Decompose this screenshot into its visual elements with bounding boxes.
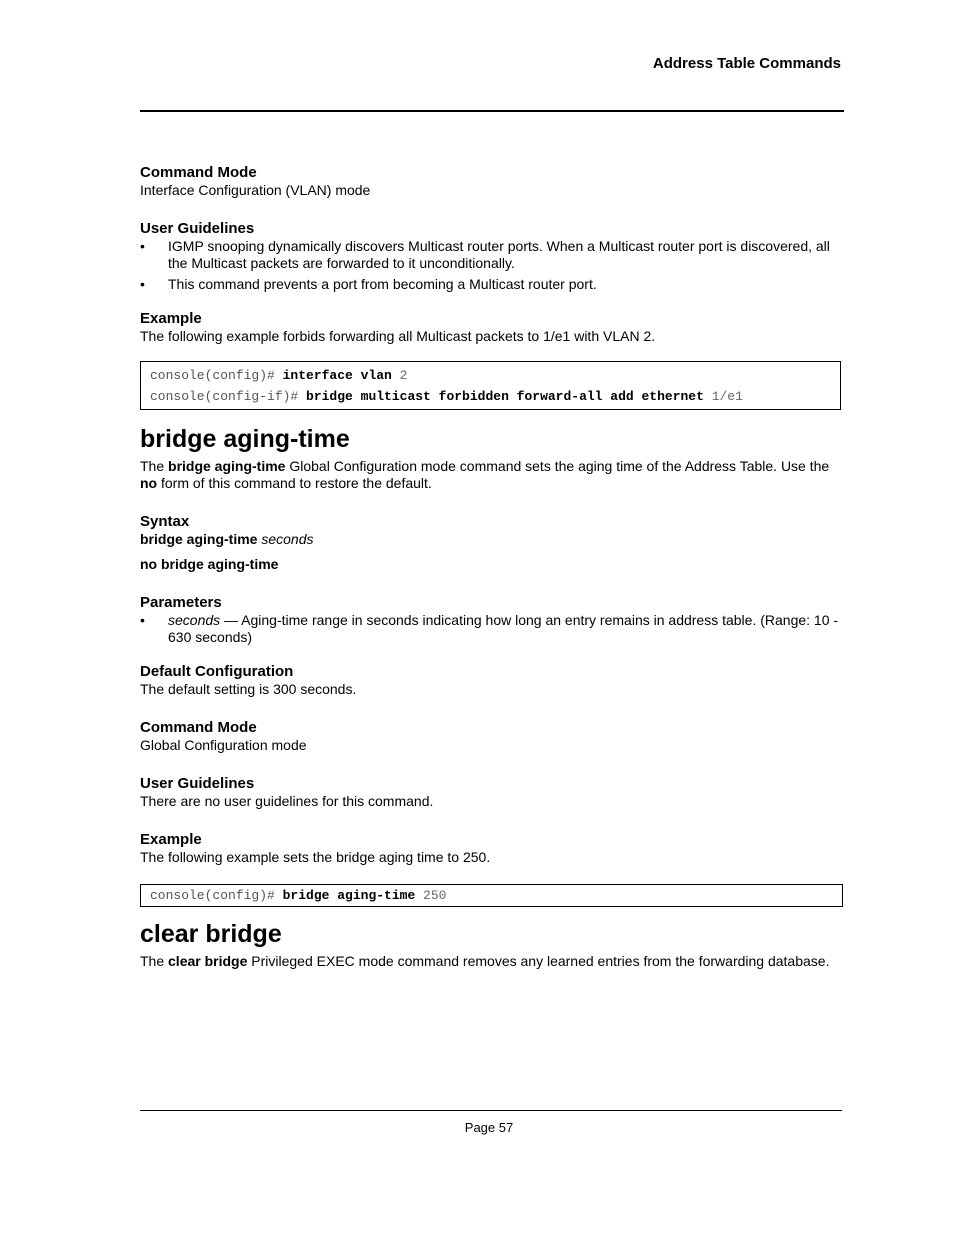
page-number-text: Page 57 bbox=[464, 1120, 514, 1135]
syntax-line bbox=[140, 556, 844, 573]
bullet-icon: • bbox=[140, 612, 145, 628]
footer-divider bbox=[140, 1110, 842, 1111]
example-heading: Example bbox=[140, 310, 202, 327]
code-argument: 1/e1 bbox=[703, 389, 743, 404]
example-block bbox=[140, 830, 844, 907]
bullet-icon: • bbox=[140, 238, 145, 254]
default-config-text: The default setting is 300 seconds. bbox=[140, 681, 357, 697]
code-command: interface vlan bbox=[282, 368, 392, 383]
code-box bbox=[140, 361, 841, 410]
example-text: The following example forbids forwarding all Multicast packets to 1/e1 with VLAN 2. bbox=[140, 328, 656, 344]
intro-keyword: no bbox=[140, 475, 158, 491]
syntax-argument: seconds bbox=[261, 531, 314, 547]
intro-text: Privileged EXEC mode command removes any learned entries from the forwarding database. bbox=[247, 953, 830, 969]
section-title: clear bridge bbox=[140, 920, 282, 948]
user-guidelines-block bbox=[140, 774, 844, 810]
user-guidelines-block bbox=[140, 219, 844, 293]
intro-text: The bbox=[140, 953, 169, 969]
code-line bbox=[150, 386, 831, 407]
list-item bbox=[140, 612, 844, 646]
default-config-heading: Default Configuration bbox=[140, 663, 294, 680]
code-prompt: console(config-if)# bbox=[150, 389, 307, 404]
command-mode-heading: Command Mode bbox=[140, 719, 257, 736]
header-divider bbox=[140, 110, 844, 112]
default-config-block bbox=[140, 662, 844, 698]
intro-command: bridge aging-time bbox=[168, 458, 286, 474]
parameter-description: — Aging-time range in seconds indicating how long an entry remains in address table. (Range: 10 - 630 seconds) bbox=[168, 612, 839, 645]
code-line bbox=[150, 885, 833, 906]
intro-command: clear bridge bbox=[168, 953, 248, 969]
section-intro bbox=[140, 458, 844, 492]
example-block bbox=[140, 309, 844, 410]
user-guidelines-text: There are no user guidelines for this command. bbox=[140, 793, 434, 809]
example-heading: Example bbox=[140, 831, 202, 848]
code-box bbox=[140, 884, 843, 907]
code-argument: 2 bbox=[391, 368, 408, 383]
page-number bbox=[0, 1120, 954, 1135]
syntax-line bbox=[140, 531, 844, 548]
syntax-command: bridge aging-time bbox=[140, 531, 258, 547]
intro-text: Global Configuration mode command sets the aging time of the Address Table. Use the bbox=[285, 458, 830, 474]
list-item bbox=[140, 276, 844, 293]
code-prompt: console(config)# bbox=[150, 368, 283, 383]
parameters-list bbox=[140, 612, 844, 646]
example-text: The following example sets the bridge aging time to 250. bbox=[140, 849, 491, 865]
intro-text: form of this command to restore the default. bbox=[157, 475, 432, 491]
syntax-heading: Syntax bbox=[140, 513, 190, 530]
user-guidelines-heading: User Guidelines bbox=[140, 220, 255, 237]
parameter-name: seconds bbox=[168, 612, 221, 628]
user-guidelines-list bbox=[140, 238, 844, 293]
list-item bbox=[140, 238, 844, 272]
list-item-text: This command prevents a port from becoming a Multicast router port. bbox=[168, 276, 597, 292]
section-title: bridge aging-time bbox=[140, 425, 350, 453]
command-mode-text: Global Configuration mode bbox=[140, 737, 307, 753]
section-intro bbox=[140, 953, 844, 970]
page-content bbox=[140, 163, 844, 970]
parameters-heading: Parameters bbox=[140, 594, 222, 611]
command-mode-block bbox=[140, 718, 844, 754]
list-item-text: IGMP snooping dynamically discovers Multicast router ports. When a Multicast router port is discovered, all the Multicast packets are forwarded to it unconditionally. bbox=[168, 238, 830, 271]
code-line bbox=[150, 365, 831, 386]
intro-text: The bbox=[140, 458, 169, 474]
code-prompt: console(config)# bbox=[150, 888, 283, 903]
code-command: bridge aging-time bbox=[282, 888, 416, 903]
command-mode-heading: Command Mode bbox=[140, 164, 257, 181]
command-mode-text: Interface Configuration (VLAN) mode bbox=[140, 182, 371, 198]
syntax-block bbox=[140, 512, 844, 573]
parameters-block bbox=[140, 593, 844, 646]
bullet-icon: • bbox=[140, 276, 145, 292]
code-command: bridge multicast forbidden forward-all add ethernet bbox=[306, 389, 704, 404]
code-argument: 250 bbox=[415, 888, 447, 903]
user-guidelines-heading: User Guidelines bbox=[140, 775, 255, 792]
running-header: Address Table Commands bbox=[652, 55, 841, 72]
syntax-command: no bridge aging-time bbox=[140, 556, 279, 572]
